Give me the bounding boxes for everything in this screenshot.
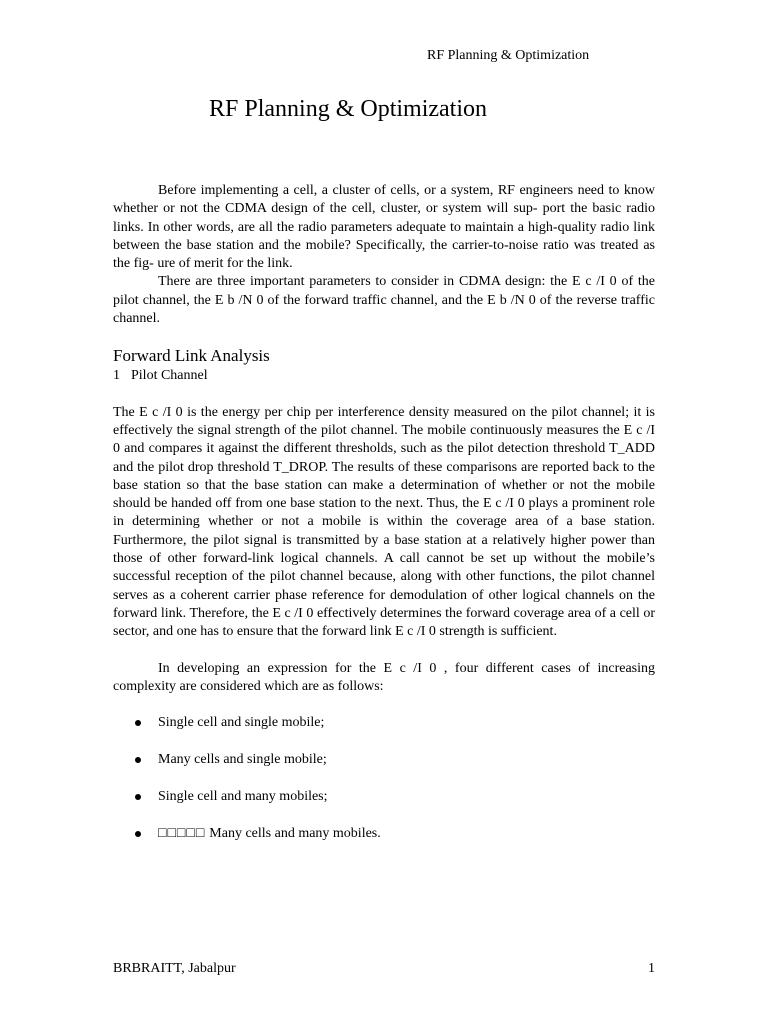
bullet-icon [135, 794, 141, 800]
page-number: 1 [648, 961, 655, 976]
page-title: RF Planning & Optimization [209, 96, 488, 122]
subsection-heading [113, 367, 655, 385]
list-item [113, 825, 655, 843]
section-heading: Forward Link Analysis [113, 346, 270, 366]
list-item-text: Single cell and single mobile; [158, 715, 325, 731]
list-item [113, 751, 655, 769]
list-item-text: Many cells and single mobile; [158, 752, 327, 768]
bullet-icon [135, 757, 141, 763]
cases-list [113, 714, 655, 843]
footer-institute: BRBRAITT, Jabalpur [113, 961, 236, 976]
list-item [113, 788, 655, 806]
intro-paragraph-2: There are three important parameters to consider in CDMA design: the E c /I 0 of the pilot channel, the E b /N 0 of the forward traffic channel, and the E b /N 0 of the reverse traffic channel. [113, 274, 655, 327]
pilot-channel-paragraph: The E c /I 0 is the energy per chip per interference density measured on the pilot channel; it is effectively the signal strength of the pilot channel. The mobile continuously measures the E c /I 0 and compares it against the different thresholds, such as the pilot detection threshold T_ADD and the pilot drop threshold T_DROP. The results of these comparisons are reported back to the base station so that the base station can make a determination of whether or not the mobile should be handed off from one base station to the next. Thus, the E c /I 0 plays a prominent role in determining whether or not a mobile is within the coverage area of a base station. Furthermore, the pilot signal is transmitted by a base station at a relatively higher power than those of other forward-link logical channels. A call cannot be set up without the mobile’s successful reception of the pilot channel because, along with other functions, the pilot channel serves as a coherent carrier phase reference for demodulation of other logical channels on the forward link. Therefore, the E c /I 0 effectively determines the forward coverage area of a cell or sector, and one has to ensure that the forward link E c /I 0 strength is sufficient. [113, 404, 655, 640]
running-header: RF Planning & Optimization [427, 48, 590, 63]
bullet-icon [135, 831, 141, 837]
subsection-number: 1 [113, 368, 120, 384]
bullet-icon [135, 720, 141, 726]
missing-glyph-boxes: □□□□□ [158, 826, 206, 842]
intro-paragraph-1: Before implementing a cell, a cluster of cells, or a system, RF engineers need to know whether or not the CDMA design of the cell, cluster, or system will sup- port the basic radio links. In other words, are all the radio parameters adequate to maintain a high-quality radio link between the base station and the mobile? Specifically, the carrier-to-noise ratio was treated as the fig- ure of merit for the link. [113, 183, 655, 272]
list-item-text: Many cells and many mobiles. [209, 826, 381, 842]
list-item-text: Single cell and many mobiles; [158, 789, 328, 805]
list-item [113, 714, 655, 732]
document-body [113, 182, 655, 862]
subsection-title: Pilot Channel [131, 368, 208, 384]
cases-intro-paragraph: In developing an expression for the E c /I 0 , four different cases of increasing complexity are considered which are as follows: [113, 660, 655, 694]
